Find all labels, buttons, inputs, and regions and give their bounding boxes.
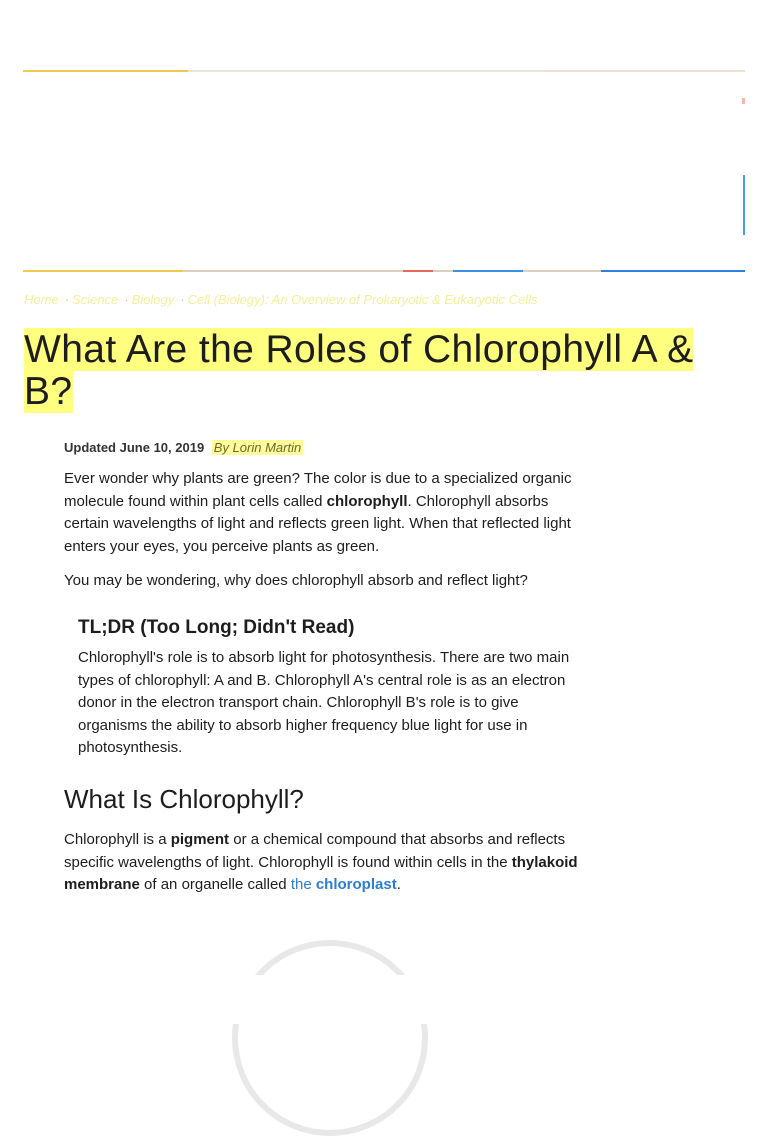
def-text-d: .	[396, 876, 401, 893]
breadcrumb-home[interactable]: Home	[24, 292, 59, 307]
breadcrumb-cell-biology[interactable]: Cell (Biology): An Overview of Prokaryotic & Eukaryotic Cells	[187, 292, 538, 307]
def-text-a: Chlorophyll is a	[64, 831, 171, 848]
article-meta	[64, 440, 303, 455]
intro-text-b: . Chlorophyll absorbs certain wavelengths of light and reflects green light. When that reflected light enters your eyes, you perceive plants as green.	[64, 492, 571, 555]
def-text-c: of an organelle called	[139, 876, 291, 893]
chloroplast-link[interactable]	[291, 876, 397, 893]
def-bold-thylakoid: thylakoid membrane	[64, 853, 578, 893]
breadcrumb-biology[interactable]: Biology	[131, 292, 175, 307]
tldr-heading: TL;DR (Too Long; Didn't Read)	[78, 617, 355, 638]
chlorophyll-definition-paragraph	[64, 829, 596, 897]
banner-top-border	[23, 70, 745, 72]
breadcrumb-science[interactable]: Science	[72, 292, 119, 307]
banner-right-accent	[743, 175, 745, 235]
updated-date: Updated June 10, 2019	[64, 440, 205, 455]
intro-paragraph	[64, 468, 596, 558]
section-heading: What Is Chlorophyll?	[64, 784, 304, 814]
breadcrumb-separator: ·	[180, 292, 185, 307]
intro-bold-chlorophyll: chlorophyll	[326, 492, 408, 510]
question-paragraph: You may be wondering, why does chlorophyll absorb and reflect light?	[64, 572, 528, 589]
banner-bottom-border	[23, 270, 745, 272]
breadcrumb	[24, 292, 541, 307]
intro-text-a: Ever wonder why plants are green? The color is due to a specialized organic molecule found within plant cells called	[64, 470, 572, 510]
breadcrumb-separator: ·	[124, 292, 129, 307]
chloroplast-link-prefix: the	[290, 876, 316, 893]
chloroplast-link-bold: chloroplast	[315, 876, 397, 893]
figure-image-edge	[232, 940, 428, 1136]
author-link[interactable]: By Lorin Martin	[213, 440, 302, 455]
tldr-body: Chlorophyll's role is to absorb light for photosynthesis. There are two main types of chlorophyll: A and B. Chlorophyll A's central role is as an electron donor in the electron transport chain. Chlorophyll B's role is to give organisms the ability to absorb higher frequency blue light for use in photosynthesis.	[78, 649, 570, 756]
def-bold-pigment: pigment	[170, 831, 230, 848]
breadcrumb-separator: ·	[64, 292, 70, 307]
def-text-b: or a chemical compound that absorbs and reflects specific wavelengths of light. Chlorophyll is found within cells in the	[64, 831, 566, 871]
viewport-fold	[0, 975, 768, 1024]
advertisement-banner[interactable]	[23, 70, 745, 272]
article-title-text: What Are the Roles of Chlorophyll A & B?	[24, 328, 694, 413]
article-title	[24, 329, 724, 413]
banner-adchoice-mark[interactable]	[742, 98, 745, 104]
